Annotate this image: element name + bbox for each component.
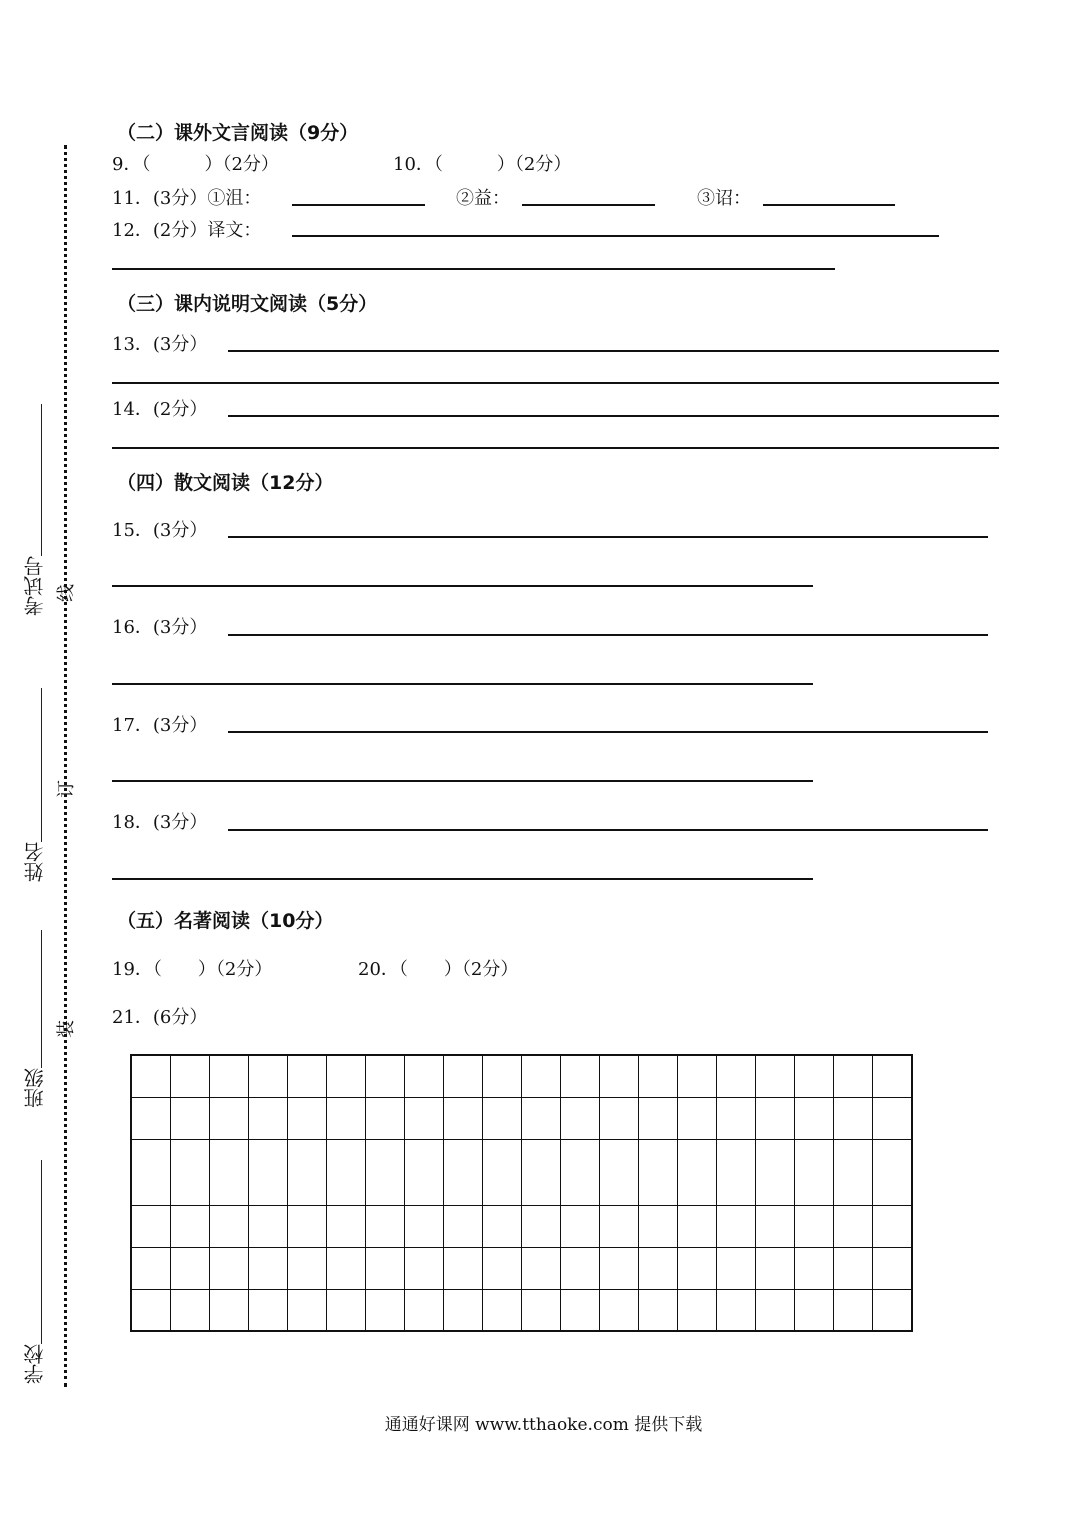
grid-cell[interactable] [288, 1139, 327, 1205]
grid-cell[interactable] [131, 1289, 171, 1331]
q11-answer-2[interactable] [522, 204, 655, 206]
grid-cell[interactable] [717, 1205, 756, 1247]
grid-cell[interactable] [405, 1205, 444, 1247]
grid-cell[interactable] [366, 1097, 405, 1139]
grid-cell[interactable] [873, 1289, 913, 1331]
grid-cell[interactable] [405, 1139, 444, 1205]
grid-cell[interactable] [327, 1139, 366, 1205]
grid-cell[interactable] [600, 1205, 639, 1247]
grid-cell[interactable] [561, 1097, 600, 1139]
grid-cell[interactable] [600, 1289, 639, 1331]
grid-cell[interactable] [131, 1139, 171, 1205]
grid-cell[interactable] [405, 1247, 444, 1289]
grid-cell[interactable] [834, 1097, 873, 1139]
grid-cell[interactable] [795, 1289, 834, 1331]
grid-cell[interactable] [678, 1097, 717, 1139]
grid-cell[interactable] [639, 1139, 678, 1205]
grid-row [131, 1205, 912, 1247]
q13-answer-line-2[interactable] [112, 382, 999, 384]
grid-row [131, 1055, 912, 1097]
grid-cell[interactable] [444, 1055, 483, 1097]
grid-cell[interactable] [210, 1205, 249, 1247]
q12-answer-line-2[interactable] [112, 268, 835, 270]
grid-cell[interactable] [522, 1055, 561, 1097]
grid-cell[interactable] [210, 1139, 249, 1205]
grid-cell[interactable] [756, 1139, 795, 1205]
q16-answer-line-1[interactable] [228, 634, 988, 636]
section-3-heading: （三）课内说明文阅读（5分） [117, 293, 378, 315]
binding-mark-pack: 装 [56, 1020, 77, 1038]
grid-cell[interactable] [288, 1055, 327, 1097]
grid-cell[interactable] [834, 1289, 873, 1331]
q15-answer-line-1[interactable] [228, 536, 988, 538]
grid-cell[interactable] [834, 1139, 873, 1205]
grid-cell[interactable] [873, 1139, 913, 1205]
grid-cell[interactable] [834, 1055, 873, 1097]
grid-cell[interactable] [756, 1247, 795, 1289]
q18-answer-line-2[interactable] [112, 878, 813, 880]
grid-cell[interactable] [210, 1247, 249, 1289]
grid-cell[interactable] [405, 1289, 444, 1331]
grid-cell[interactable] [522, 1097, 561, 1139]
question-11-label: 11．(3分）①沮： [112, 188, 262, 209]
grid-cell[interactable] [171, 1139, 210, 1205]
writing-grid[interactable] [130, 1054, 913, 1332]
grid-cell[interactable] [678, 1205, 717, 1247]
grid-cell[interactable] [795, 1139, 834, 1205]
grid-cell[interactable] [795, 1205, 834, 1247]
grid-cell[interactable] [249, 1055, 288, 1097]
grid-cell[interactable] [561, 1055, 600, 1097]
grid-cell[interactable] [678, 1289, 717, 1331]
grid-cell[interactable] [561, 1247, 600, 1289]
grid-cell[interactable] [873, 1205, 913, 1247]
grid-cell[interactable] [288, 1289, 327, 1331]
grid-cell[interactable] [561, 1205, 600, 1247]
grid-cell[interactable] [131, 1055, 171, 1097]
question-16-label: 16．(3分） [112, 617, 208, 638]
binding-dotted-line [64, 145, 67, 1387]
grid-cell[interactable] [756, 1055, 795, 1097]
section-4-heading: （四）散文阅读（12分） [117, 472, 334, 494]
grid-cell[interactable] [639, 1205, 678, 1247]
question-15-label: 15．(3分） [112, 520, 208, 541]
q17-answer-line-1[interactable] [228, 731, 988, 733]
grid-cell[interactable] [249, 1139, 288, 1205]
grid-cell[interactable] [756, 1289, 795, 1331]
grid-cell[interactable] [327, 1055, 366, 1097]
school-blank[interactable] [41, 1160, 42, 1344]
section-2-heading: （二）课外文言阅读（9分） [117, 122, 359, 144]
question-17-label: 17．(3分） [112, 715, 208, 736]
grid-row [131, 1289, 912, 1331]
grid-cell[interactable] [327, 1097, 366, 1139]
grid-cell[interactable] [249, 1247, 288, 1289]
class-blank[interactable] [41, 930, 42, 1068]
grid-cell[interactable] [873, 1247, 913, 1289]
grid-cell[interactable] [249, 1289, 288, 1331]
grid-cell[interactable] [522, 1139, 561, 1205]
grid-cell[interactable] [327, 1205, 366, 1247]
grid-cell[interactable] [717, 1247, 756, 1289]
q14-answer-line-2[interactable] [112, 447, 999, 449]
grid-cell[interactable] [717, 1055, 756, 1097]
q11-answer-3[interactable] [763, 204, 895, 206]
question-21-label: 21．(6分） [112, 1007, 208, 1028]
q11-answer-1[interactable] [292, 204, 425, 206]
grid-cell[interactable] [171, 1205, 210, 1247]
question-9[interactable]: 9．（ ）（2分） [112, 154, 279, 175]
grid-cell[interactable] [678, 1247, 717, 1289]
question-19[interactable]: 19．（ ）（2分） [112, 959, 273, 980]
binding-mark-line: 线 [56, 584, 77, 602]
grid-cell[interactable] [639, 1097, 678, 1139]
q16-answer-line-2[interactable] [112, 683, 813, 685]
q14-answer-line-1[interactable] [228, 415, 999, 417]
grid-cell[interactable] [131, 1205, 171, 1247]
grid-row [131, 1247, 912, 1289]
grid-cell[interactable] [756, 1205, 795, 1247]
grid-cell[interactable] [366, 1247, 405, 1289]
grid-cell[interactable] [366, 1289, 405, 1331]
grid-cell[interactable] [405, 1097, 444, 1139]
grid-cell[interactable] [522, 1247, 561, 1289]
grid-cell[interactable] [717, 1097, 756, 1139]
question-20[interactable]: 20．（ ）（2分） [358, 959, 519, 980]
grid-cell[interactable] [483, 1097, 522, 1139]
grid-cell[interactable] [444, 1289, 483, 1331]
q18-answer-line-1[interactable] [228, 829, 988, 831]
grid-cell[interactable] [717, 1139, 756, 1205]
grid-cell[interactable] [522, 1289, 561, 1331]
grid-cell[interactable] [171, 1055, 210, 1097]
grid-cell[interactable] [366, 1055, 405, 1097]
grid-cell[interactable] [834, 1205, 873, 1247]
grid-cell[interactable] [639, 1247, 678, 1289]
grid-cell[interactable] [249, 1205, 288, 1247]
grid-cell[interactable] [483, 1247, 522, 1289]
grid-cell[interactable] [288, 1205, 327, 1247]
grid-cell[interactable] [366, 1205, 405, 1247]
grid-cell[interactable] [795, 1055, 834, 1097]
q12-answer-line-1[interactable] [292, 235, 939, 237]
name-blank[interactable] [41, 688, 42, 842]
grid-cell[interactable] [288, 1247, 327, 1289]
grid-cell[interactable] [171, 1289, 210, 1331]
q15-answer-line-2[interactable] [112, 585, 813, 587]
grid-cell[interactable] [600, 1139, 639, 1205]
grid-cell[interactable] [444, 1097, 483, 1139]
grid-cell[interactable] [405, 1055, 444, 1097]
footer-credit: 通通好课网 www.tthaoke.com 提供下载 [384, 1415, 703, 1435]
question-10[interactable]: 10．（ ）（2分） [393, 154, 572, 175]
grid-cell[interactable] [678, 1139, 717, 1205]
grid-cell[interactable] [834, 1247, 873, 1289]
grid-cell[interactable] [288, 1097, 327, 1139]
grid-cell[interactable] [639, 1055, 678, 1097]
grid-cell[interactable] [249, 1097, 288, 1139]
grid-cell[interactable] [756, 1097, 795, 1139]
grid-cell[interactable] [444, 1139, 483, 1205]
grid-cell[interactable] [483, 1205, 522, 1247]
grid-cell[interactable] [210, 1055, 249, 1097]
name-label: 姓名 [23, 842, 47, 882]
grid-cell[interactable] [600, 1097, 639, 1139]
grid-cell[interactable] [600, 1247, 639, 1289]
question-11-label-2: ②益： [456, 188, 510, 209]
grid-cell[interactable] [795, 1097, 834, 1139]
grid-cell[interactable] [873, 1097, 913, 1139]
grid-cell[interactable] [600, 1055, 639, 1097]
grid-cell[interactable] [210, 1097, 249, 1139]
exam-number-label: 考试号 [23, 556, 47, 616]
grid-cell[interactable] [717, 1289, 756, 1331]
question-12-label: 12．(2分）译文： [112, 220, 262, 241]
question-11-label-3: ③诏： [697, 188, 751, 209]
section-5-heading: （五）名著阅读（10分） [117, 910, 334, 932]
grid-row [131, 1139, 912, 1205]
grid-cell[interactable] [444, 1205, 483, 1247]
grid-cell[interactable] [522, 1205, 561, 1247]
grid-cell[interactable] [873, 1055, 913, 1097]
grid-cell[interactable] [327, 1289, 366, 1331]
grid-cell[interactable] [483, 1055, 522, 1097]
exam-number-blank[interactable] [41, 404, 42, 556]
grid-cell[interactable] [483, 1289, 522, 1331]
q17-answer-line-2[interactable] [112, 780, 813, 782]
question-13-label: 13．(3分） [112, 334, 208, 355]
grid-cell[interactable] [483, 1139, 522, 1205]
school-label: 学校 [23, 1344, 47, 1384]
grid-cell[interactable] [366, 1139, 405, 1205]
question-14-label: 14．(2分） [112, 399, 208, 420]
grid-cell[interactable] [678, 1055, 717, 1097]
question-18-label: 18．(3分） [112, 812, 208, 833]
grid-cell[interactable] [171, 1247, 210, 1289]
binding-mark-bind: 订 [56, 780, 77, 798]
grid-cell[interactable] [171, 1097, 210, 1139]
grid-cell[interactable] [327, 1247, 366, 1289]
grid-cell[interactable] [131, 1097, 171, 1139]
grid-cell[interactable] [210, 1289, 249, 1331]
grid-cell[interactable] [639, 1289, 678, 1331]
grid-cell[interactable] [444, 1247, 483, 1289]
q13-answer-line-1[interactable] [228, 350, 999, 352]
grid-cell[interactable] [131, 1247, 171, 1289]
class-label: 班级 [23, 1068, 47, 1108]
grid-cell[interactable] [561, 1289, 600, 1331]
grid-cell[interactable] [795, 1247, 834, 1289]
grid-row [131, 1097, 912, 1139]
grid-cell[interactable] [561, 1139, 600, 1205]
